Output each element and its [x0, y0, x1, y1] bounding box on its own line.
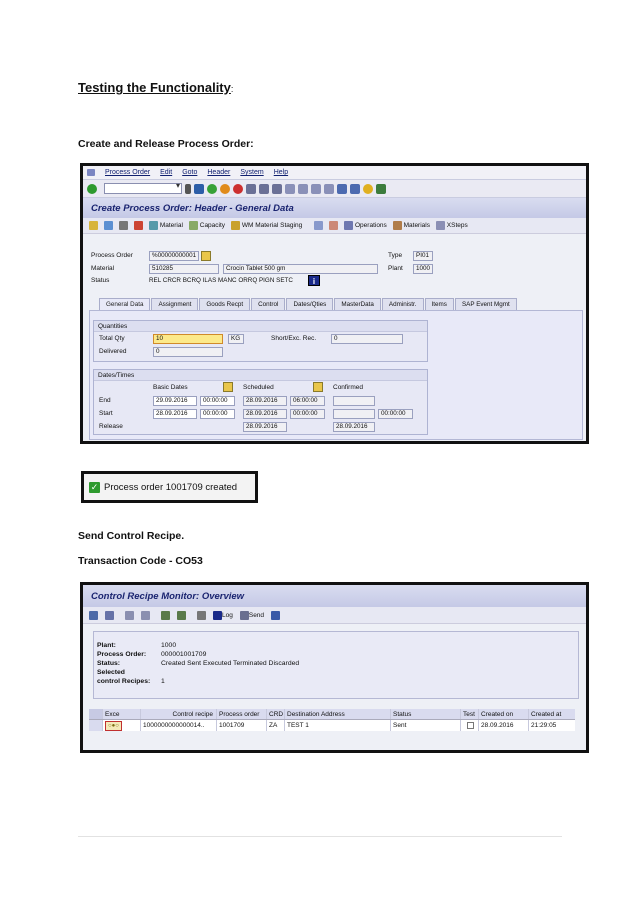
end-basic-date[interactable]: 29.09.2016 [153, 396, 197, 406]
tab-dates-qties[interactable]: Dates/Qties [286, 298, 333, 310]
cell-created-on: 28.09.2016 [479, 720, 529, 731]
start-sched-time: 00:00:00 [290, 409, 325, 419]
col-test[interactable]: Test [461, 709, 479, 719]
col-created-on[interactable]: Created on [479, 709, 529, 719]
materials-button[interactable]: Materials [393, 221, 430, 230]
wm-material-staging-button[interactable]: WM Material Staging [231, 221, 302, 230]
material-field: 510285 [149, 264, 219, 274]
menu-bar [83, 166, 586, 180]
edit-icon[interactable] [201, 251, 211, 261]
col-crd[interactable]: CRD [269, 711, 284, 718]
info-status-label: Status: [97, 660, 121, 667]
type-label: Type [388, 252, 403, 259]
total-qty-input[interactable]: 10 [153, 334, 223, 344]
menu-header[interactable]: Header [207, 169, 231, 176]
menu-edit[interactable]: Edit [160, 169, 173, 176]
display-icon[interactable] [89, 221, 98, 230]
shortcut-icon[interactable] [350, 184, 360, 194]
cell-test [461, 720, 479, 731]
info-recipes-label: control Recipes: [97, 678, 151, 685]
capacity-button[interactable]: Capacity [189, 221, 225, 230]
menu-goto[interactable]: Goto [182, 169, 198, 176]
info-status-value: Created Sent Executed Terminated Discarded [161, 660, 300, 667]
col-status[interactable]: Status [391, 709, 461, 719]
command-field[interactable] [104, 183, 182, 194]
recipe-table [89, 709, 575, 731]
col-destination[interactable]: Destination Address [285, 709, 391, 719]
short-exc-field: 0 [331, 334, 403, 344]
footer-divider [78, 836, 562, 837]
confirmed-label: Confirmed [333, 384, 363, 391]
info-po-value: 000001001709 [161, 651, 207, 658]
scheduled-label: Scheduled [243, 384, 274, 391]
section-send-control-recipe: Send Control Recipe. [78, 530, 185, 542]
heading-text: Testing the Functionality [78, 80, 231, 95]
message-text: Process order 1001709 created [104, 481, 238, 493]
delete-icon[interactable] [134, 221, 143, 230]
tab-control[interactable]: Control [251, 298, 285, 310]
col-created-at[interactable]: Created at [531, 711, 562, 718]
start-confirmed-date [333, 409, 375, 419]
end-sched-date: 28.09.2016 [243, 396, 287, 406]
find-next-icon[interactable] [272, 184, 282, 194]
refresh-icon[interactable] [89, 611, 98, 620]
tab-items[interactable]: Items [425, 298, 454, 310]
find-icon[interactable] [259, 184, 269, 194]
end-sched-time: 06:00:00 [290, 396, 325, 406]
delivered-label: Delivered [99, 348, 127, 355]
uom-field: KG [228, 334, 244, 344]
app-icon [87, 169, 95, 176]
row-selector[interactable] [89, 720, 103, 731]
table-row[interactable] [89, 720, 575, 731]
start-basic-time[interactable]: 00:00:00 [200, 409, 235, 419]
tab-sap-event-mgmt[interactable]: SAP Event Mgmt [455, 298, 517, 310]
delivered-field: 0 [153, 347, 223, 357]
section-create-release: Create and Release Process Order: [78, 138, 254, 150]
start-label: Start [99, 410, 113, 417]
start-sched-date: 28.09.2016 [243, 409, 287, 419]
end-label: End [99, 397, 111, 404]
status-message [81, 471, 258, 503]
cell-created-at: 21:29:05 [531, 722, 557, 729]
info-plant-value: 1000 [161, 642, 177, 649]
crm-title: Control Recipe Monitor: Overview [83, 585, 586, 607]
last-page-icon[interactable] [324, 184, 334, 194]
save-icon[interactable] [194, 184, 204, 194]
info-selected-label: Selected [97, 669, 125, 676]
end-confirmed-date [333, 396, 375, 406]
status-label: Status [91, 277, 110, 284]
status-value: REL CRCR BCRQ ILAS MANC ORRQ PIGN SETC [149, 277, 293, 284]
next-page-icon[interactable] [311, 184, 321, 194]
material-button[interactable]: Material [149, 221, 183, 230]
cell-control-recipe: 1000000000000014.. [141, 720, 217, 731]
prev-page-icon[interactable] [298, 184, 308, 194]
quantities-title: Quantities [94, 321, 427, 332]
info-plant-label: Plant: [97, 642, 116, 649]
enter-icon[interactable] [87, 184, 97, 194]
screen-title: Create Process Order: Header - General Data [83, 198, 586, 218]
traffic-light-icon: ○●○ [105, 721, 122, 731]
hierarchy-icon[interactable] [314, 221, 323, 230]
select-all-column-icon[interactable] [89, 709, 103, 719]
exception-cell [103, 720, 141, 731]
type-field: PI01 [413, 251, 433, 261]
heading-suffix: : [230, 84, 234, 94]
cell-destination: TEST 1 [285, 720, 391, 731]
short-exc-label: Short/Exc. Rec. [271, 335, 317, 342]
layout-icon[interactable] [376, 184, 386, 194]
document-icon[interactable] [119, 221, 128, 230]
table-header [89, 709, 575, 720]
process-order-label: Process Order [91, 252, 133, 259]
new-session-icon[interactable] [337, 184, 347, 194]
cancel-icon[interactable] [233, 184, 243, 194]
edit-scheduled-icon[interactable] [313, 382, 323, 392]
transfer-icon[interactable] [271, 611, 280, 620]
application-toolbar [83, 218, 586, 234]
back-arrow-icon[interactable] [185, 184, 191, 194]
success-check-icon: ✓ [90, 481, 99, 492]
tab-assignment[interactable]: Assignment [151, 298, 198, 310]
components-icon[interactable] [329, 221, 338, 230]
basic-dates-label: Basic Dates [153, 384, 188, 391]
info-icon[interactable]: i [308, 275, 320, 286]
help-icon[interactable] [363, 184, 373, 194]
doc-heading [78, 80, 233, 95]
col-control-recipe[interactable]: Control recipe [141, 709, 217, 719]
xsteps-button[interactable]: XSteps [436, 221, 468, 230]
select-all-icon[interactable] [177, 611, 186, 620]
col-exce[interactable]: Exce [103, 709, 141, 719]
cell-status: Sent [391, 720, 461, 731]
process-order-screenshot [80, 163, 589, 444]
change-icon[interactable] [104, 221, 113, 230]
send-button[interactable]: Send [240, 611, 264, 620]
info-recipes-value: 1 [161, 678, 165, 685]
test-checkbox[interactable] [467, 722, 474, 729]
menu-process-order[interactable]: Process Order [105, 169, 151, 176]
release-sched-date: 28.09.2016 [243, 422, 287, 432]
menu-help[interactable]: Help [273, 169, 289, 176]
plant-field: 1000 [413, 264, 433, 274]
material-label: Material [91, 265, 115, 272]
section-transaction-code: Transaction Code - CO53 [78, 555, 203, 567]
end-basic-time[interactable]: 00:00:00 [200, 396, 235, 406]
start-basic-date[interactable]: 28.09.2016 [153, 409, 197, 419]
crm-toolbar [83, 607, 586, 624]
process-order-field: %00000000001 [149, 251, 199, 261]
sort-asc-icon[interactable] [125, 611, 134, 620]
sort-desc-icon[interactable] [141, 611, 150, 620]
release-label: Release [99, 423, 123, 430]
menu-system[interactable]: System [240, 169, 264, 176]
cell-process-order: 1001709 [217, 720, 267, 731]
display-recipe-icon[interactable] [161, 611, 170, 620]
delete-recipe-icon[interactable] [197, 611, 206, 620]
back-icon[interactable] [207, 184, 217, 194]
col-process-order[interactable]: Process order [217, 709, 267, 719]
info-po-label: Process Order: [97, 651, 147, 658]
tab-general-data[interactable]: General Data [99, 298, 150, 310]
standard-toolbar [83, 180, 586, 198]
tab-goods-recpt[interactable]: Goods Recpt [199, 298, 250, 310]
filter-icon[interactable] [105, 611, 114, 620]
print-icon[interactable] [246, 184, 256, 194]
release-confirmed-date: 28.09.2016 [333, 422, 375, 432]
plant-label: Plant [388, 265, 403, 272]
log-button[interactable]: Log [213, 611, 233, 620]
control-recipe-monitor-screenshot [80, 582, 589, 753]
cell-crd: ZA [267, 720, 285, 731]
total-qty-label: Total Qty [99, 335, 125, 342]
tab-masterdata[interactable]: MasterData [334, 298, 381, 310]
edit-basic-dates-icon[interactable] [223, 382, 233, 392]
material-description: Crocin Tablet 500 gm [223, 264, 378, 274]
tab-strip [99, 298, 517, 310]
tab-administr[interactable]: Administr. [382, 298, 424, 310]
start-confirmed-time: 00:00:00 [378, 409, 413, 419]
dates-times-title: Dates/Times [94, 370, 427, 381]
first-page-icon[interactable] [285, 184, 295, 194]
operations-button[interactable]: Operations [344, 221, 387, 230]
exit-icon[interactable] [220, 184, 230, 194]
